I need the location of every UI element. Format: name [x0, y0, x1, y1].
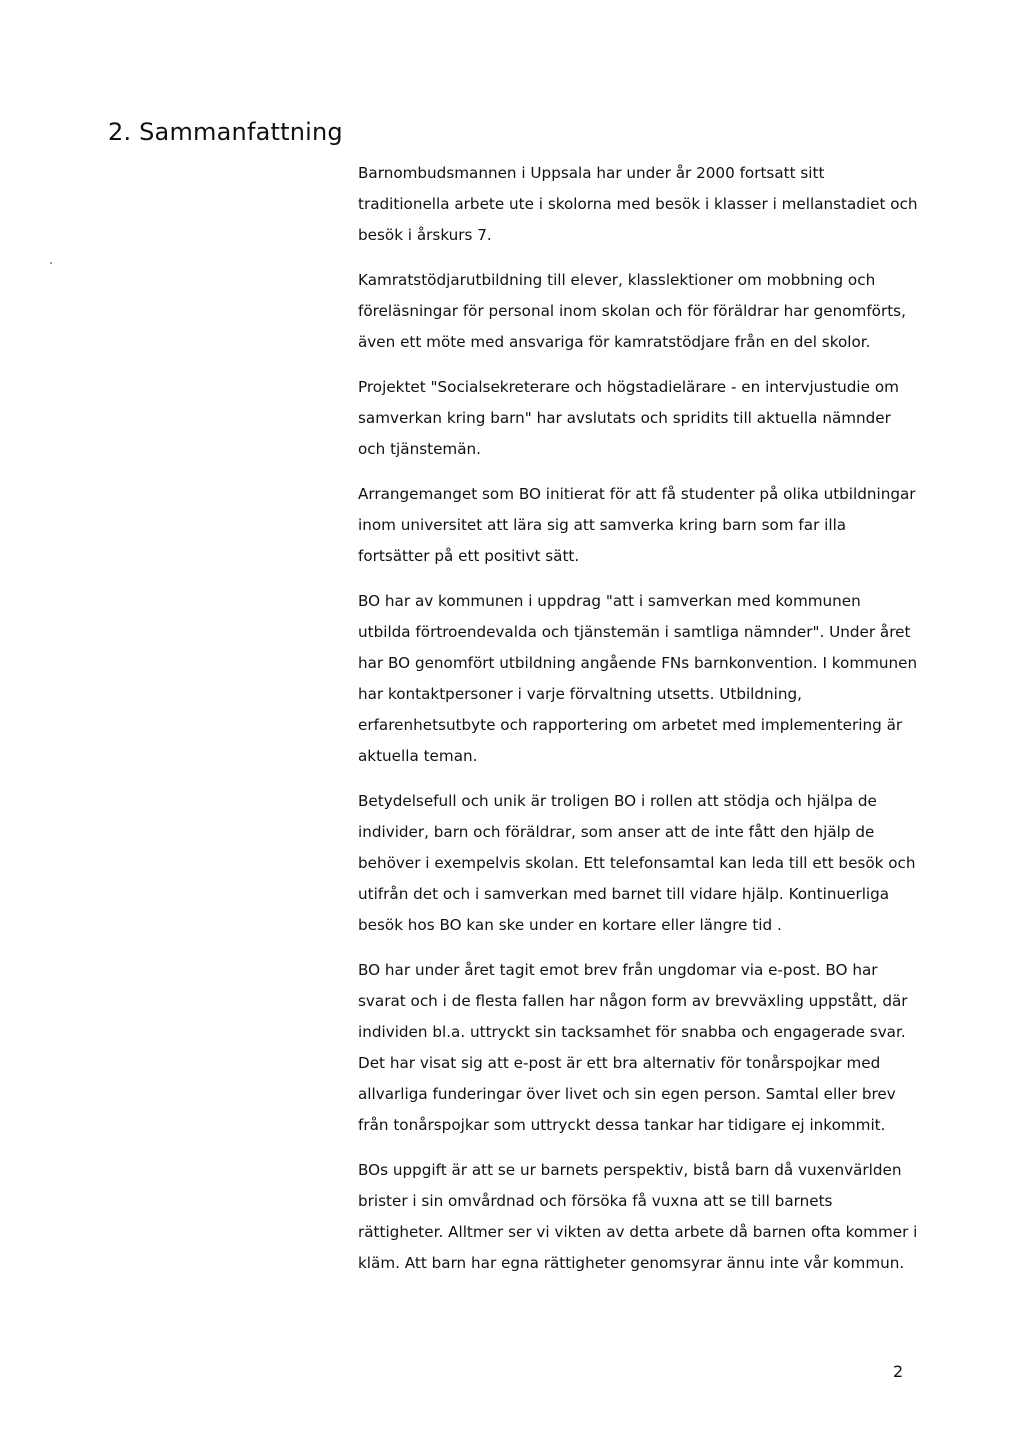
- paragraph-2: Kamratstödjarutbildning till elever, klasslektioner om mobbning och föreläsningar för personal inom skolan och för föräldrar har genomförts, även ett möte med ansvariga för kamratstödjare från en del skolor.: [358, 271, 906, 351]
- paragraph-8: BOs uppgift är att se ur barnets perspektiv, bistå barn då vuxenvärlden brister i sin omvårdnad och försöka få vuxna att se till barnets rättigheter. Alltmer ser vi vikten av detta arbete då barnen ofta kommer i kläm. Att barn har egna rättigheter genomsyrar ännu inte vår kommun.: [358, 1161, 918, 1272]
- page-number: 2: [893, 1362, 904, 1381]
- paragraph-4: Arrangemanget som BO initierat för att få studenter på olika utbildningar inom universitet att lära sig att samverka kring barn som far illa fortsätter på ett positivt sätt.: [358, 485, 916, 565]
- paragraph-6: Betydelsefull och unik är troligen BO i rollen att stödja och hjälpa de individer, barn och föräldrar, som anser att de inte fått den hjälp de behöver i exempelvis skolan. Ett telefonsamtal kan leda till ett besök och utifrån det och i samverkan med barnet till vidare hjälp. Kontinuerliga besök hos BO kan ske under en kortare eller längre tid .: [358, 792, 916, 934]
- paragraph-3: Projektet "Socialsekreterare och högstadielärare - en intervjustudie om samverkan kring barn" har avslutats och spridits till aktuella nämnder och tjänstemän.: [358, 378, 899, 458]
- scan-speck: [50, 262, 52, 264]
- paragraph-7: BO har under året tagit emot brev från ungdomar via e-post. BO har svarat och i de flesta fallen har någon form av brevväxling uppstått, där individen bl.a. uttryckt sin tacksamhet för snabba och engagerade svar. Det har visat sig att e-post är ett bra alternativ för tonårspojkar med allvarliga funderingar över livet och sin egen person. Samtal eller brev från tonårspojkar som uttryckt dessa tankar har tidigare ej inkommit.: [358, 961, 908, 1134]
- body-text: [358, 158, 918, 1279]
- page-title: 2. Sammanfattning: [108, 118, 343, 146]
- paragraph-1: Barnombudsmannen i Uppsala har under år 2000 fortsatt sitt traditionella arbete ute i skolorna med besök i klasser i mellanstadiet och besök i årskurs 7.: [358, 164, 918, 244]
- paragraph-5: BO har av kommunen i uppdrag "att i samverkan med kommunen utbilda förtroendevalda och tjänstemän i samtliga nämnder". Under året har BO genomfört utbildning angående FNs barnkonvention. I kommunen har kontaktpersoner i varje förvaltning utsetts. Utbildning, erfarenhetsutbyte och rapportering om arbetet med implementering är aktuella teman.: [358, 592, 918, 765]
